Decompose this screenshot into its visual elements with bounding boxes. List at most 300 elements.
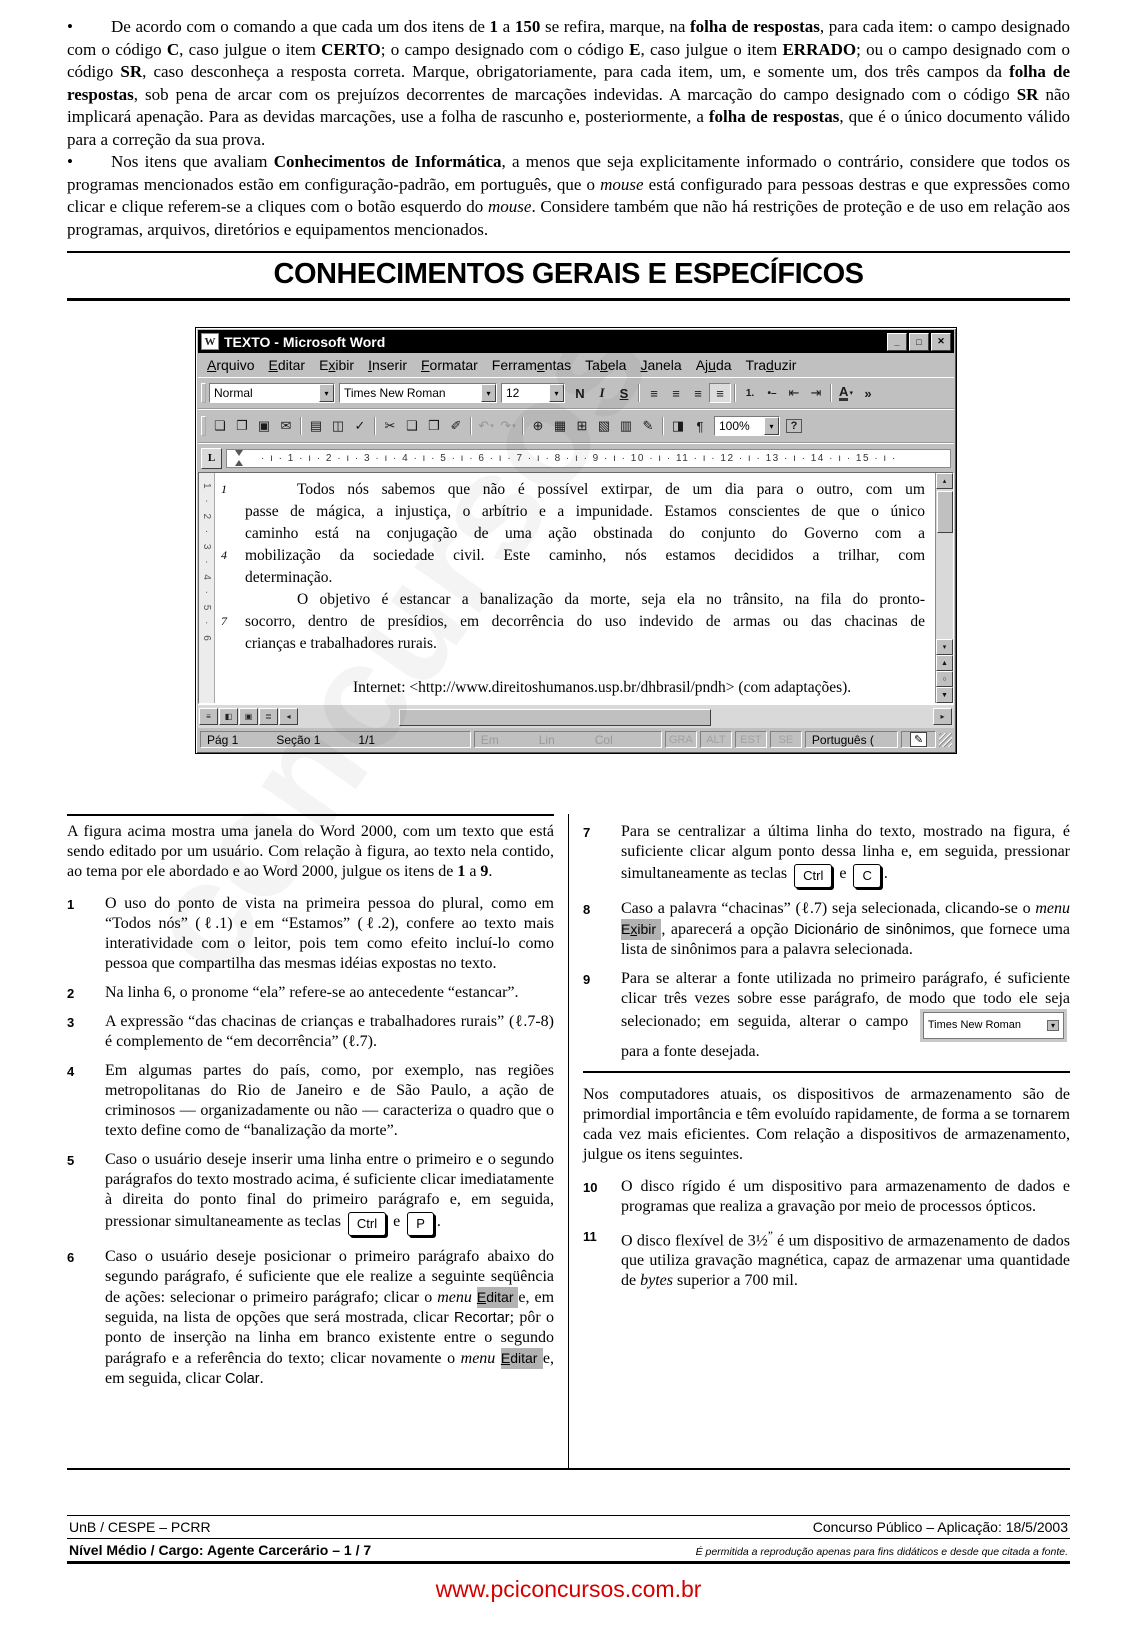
decrease-indent-icon: ⇤	[788, 385, 800, 400]
text-run: Na linha 6, o pronome “ela” refere-se ao antecedente “estancar”.	[105, 984, 519, 1001]
window-controls	[887, 333, 951, 351]
insert-hyperlink-button[interactable]	[527, 416, 549, 436]
formatting-toolbar	[198, 377, 954, 409]
style-combo[interactable]	[209, 383, 335, 403]
ctrl-key-graphic: Ctrl	[794, 864, 832, 888]
dropdown-arrow-icon[interactable]: ▾	[319, 384, 334, 402]
status-bar	[198, 728, 954, 751]
menu-editar[interactable]: Editar	[268, 357, 306, 373]
text-run: Em algumas partes do país, como, por exemplo, nas regiões metropolitanas do Rio de Janeiro e de São Paulo, a ação de criminosos — organizadamente ou não — caracteriza o quadro que o texto define como de “banalização da morte”.	[105, 1062, 554, 1139]
font-value: Times New Roman	[344, 386, 446, 400]
storage-intro-paragraph	[583, 1085, 1070, 1165]
section-rule	[583, 1071, 1070, 1073]
line-number: 1	[221, 482, 227, 496]
text-run: 1	[489, 17, 499, 36]
justify-button[interactable]	[709, 383, 731, 403]
dropdown-arrow-icon[interactable]: ▾	[764, 417, 779, 435]
text-run: menu	[1035, 900, 1070, 917]
document-line: O objetivo é estancar a banalização da morte, seja ela no trânsito, na fila do pronto-	[297, 591, 925, 608]
question-item	[67, 894, 554, 974]
paste-icon: ❒	[428, 418, 440, 433]
paste-button[interactable]	[423, 416, 445, 436]
spelling-button[interactable]	[349, 416, 371, 436]
item-text	[621, 969, 1070, 1062]
text-run: bytes	[640, 1272, 673, 1290]
document-line	[245, 655, 925, 677]
spellcheck-status-panel	[901, 731, 937, 748]
text-run: Recortar	[454, 1310, 510, 1326]
font-combo[interactable]	[339, 383, 497, 403]
footer-row-2	[67, 1539, 1070, 1561]
menu-ajuda[interactable]: Ajuda	[695, 357, 732, 373]
items-7-9	[583, 822, 1070, 1062]
toolbar-drag-handle[interactable]	[201, 416, 206, 436]
copy-button[interactable]	[401, 416, 423, 436]
item-text	[105, 1247, 554, 1389]
text-run: folha de respostas	[708, 107, 840, 126]
zoom-combo[interactable]	[714, 416, 780, 436]
horizontal-ruler[interactable]	[226, 449, 951, 468]
scroll-left-button[interactable]: ◂	[279, 708, 298, 725]
print-button[interactable]	[305, 416, 327, 436]
redo-icon: ↷	[500, 418, 512, 433]
maximize-button[interactable]: □	[909, 333, 929, 351]
text-run: .	[436, 1213, 441, 1230]
footer-row-1	[67, 1516, 1070, 1539]
text-run: a	[498, 17, 515, 36]
editar-menu-chip: ditar	[486, 1287, 518, 1308]
item-number: 9	[583, 972, 591, 987]
question-item	[67, 983, 554, 1003]
text-run: superior a 700 mil.	[672, 1272, 798, 1290]
text-run: .	[488, 863, 493, 880]
ctrl-key-graphic: Ctrl	[348, 1212, 386, 1236]
print-preview-icon: ◫	[331, 418, 345, 433]
indent-marker-icon[interactable]	[235, 450, 243, 466]
item-text	[621, 1177, 1070, 1217]
item-text	[621, 1226, 1070, 1291]
menu-traduzir[interactable]: Traduzir	[745, 357, 797, 373]
cut-icon: ✂	[384, 418, 396, 433]
question-item	[67, 1061, 554, 1141]
toolbar-separator	[374, 417, 376, 435]
scroll-right-button[interactable]: ▸	[933, 708, 952, 725]
menu-inserir[interactable]: Inserir	[368, 357, 407, 373]
dropdown-arrow-icon[interactable]: ▾	[549, 384, 564, 402]
text-run: Conhecimentos de Informática	[273, 152, 502, 171]
menu-exibir[interactable]: Exibir	[319, 357, 355, 373]
more-buttons-button[interactable]	[857, 383, 879, 403]
text-run: Para se centralizar a última linha do texto, mostrado na figura, é suficiente clicar algum ponto dessa linha e, em seguida, pressionar simultaneamente as teclas	[621, 823, 1070, 882]
text-run: e, em seguida, na lista de opções que será mostrada, clicar	[105, 1289, 555, 1326]
document-line: caminho está na conjugação de uma ação obstinada do conjunto do Governo com a	[245, 525, 925, 542]
text-run: mouse	[488, 197, 532, 216]
status-position: 1/1	[358, 732, 376, 747]
ruler-numbers: · ı · 1 · ı · 2 · ı · 3 · ı · 4 · ı · 5 · ı · 6 · ı · 7 · ı · 8 · ı · 9 · ı · 10 · ı · 11 · ı · 12 · ı · 13 · ı · 14 · ı · 15 · ı ·	[261, 452, 897, 464]
text-run: , sob pena de arcar com os prejuízos decorrentes de marcações indevidas. A marcação do campo designado com o código	[133, 84, 1017, 104]
italic-button[interactable]	[591, 383, 613, 403]
word-window	[195, 327, 957, 754]
font-size-combo[interactable]	[501, 383, 565, 403]
exibir-menu-chip: ibir	[637, 919, 661, 940]
menu-tabela[interactable]: Tabela	[585, 357, 627, 373]
mode-alt: ALT	[700, 731, 732, 748]
status-page: Pág 1	[207, 732, 239, 747]
toolbar-drag-handle[interactable]	[201, 383, 206, 403]
dropdown-arrow-icon: ▾	[512, 423, 516, 430]
text-run: ; pôr o ponto de inserção na linha em branco existente entre o segundo parágrafo e a referência do texto; clicar novamente o	[105, 1309, 555, 1367]
open-icon: ❐	[236, 418, 248, 433]
document-line: determinação.	[245, 569, 333, 586]
text-run: mouse	[600, 174, 644, 194]
item-number: 10	[583, 1180, 598, 1195]
instruction-text	[67, 17, 1070, 149]
document-line: Internet: <http://www.direitoshumanos.usp.br/dhbrasil/pndh> (com adaptações).	[353, 679, 852, 696]
menu-ferramentas[interactable]: Ferramentas	[491, 357, 572, 373]
question-item	[67, 1247, 554, 1389]
item-text	[105, 894, 554, 974]
text-run: SR	[120, 62, 143, 81]
menu-janela[interactable]: Janela	[640, 357, 682, 373]
format-painter-button[interactable]	[445, 416, 467, 436]
section-title-band	[67, 251, 1070, 301]
scrollbar-thumb[interactable]	[937, 491, 953, 533]
mail-icon: ✉	[280, 418, 292, 433]
text-run: Dicionário de sinônimos	[793, 922, 951, 938]
show-hide-button[interactable]	[689, 416, 711, 436]
question-item	[67, 1150, 554, 1238]
font-name-combo-graphic: Times New Roman ▾	[923, 1012, 1064, 1039]
cursor-status-panel	[474, 731, 662, 748]
dropdown-arrow-icon: ▾	[490, 423, 494, 430]
align-right-icon: ≡	[694, 385, 702, 401]
text-run: . Considere também que não há restrições de proteção e de uso em relação aos programas, arquivos, diretórios e equipamentos mencionados.	[67, 197, 1070, 239]
document-line: crianças e trabalhadores rurais.	[245, 635, 437, 652]
editar-menu-chip: E	[501, 1348, 510, 1369]
footer-application: Concurso Público – Aplicação: 18/5/2003	[812, 1519, 1068, 1535]
help-button[interactable]	[783, 416, 805, 436]
document-area[interactable]	[215, 473, 935, 703]
question-item	[583, 822, 1070, 890]
standard-toolbar	[198, 409, 954, 443]
cut-button[interactable]	[379, 416, 401, 436]
undo-icon: ↶	[478, 418, 490, 433]
new-document-button[interactable]	[209, 416, 231, 436]
toolbar-separator	[522, 417, 524, 435]
toolbar-separator	[470, 417, 472, 435]
text-run: não implicará apenação. Para as devidas marcações, use a folha de rascunho e, posteriormente, a	[67, 84, 1070, 126]
item-text	[621, 822, 1070, 890]
print-layout-view-button[interactable]: ▣	[239, 708, 258, 725]
footer-fineprint: É permitida a reprodução apenas para fins didáticos e desde que citada a fonte.	[695, 1546, 1068, 1558]
align-right-button[interactable]	[687, 383, 709, 403]
footer-cargo: Nível Médio / Cargo: Agente Carcerário – 1 / 7	[69, 1542, 372, 1558]
instruction-text	[67, 152, 1070, 239]
document-body	[198, 472, 954, 704]
line-number: 4	[221, 548, 227, 562]
redo-button[interactable]	[497, 416, 519, 436]
toolbar-separator	[734, 384, 736, 402]
status-em: Em	[480, 732, 499, 747]
vertical-ruler: 1 · 2 · 3 · 4 · 5 · 6	[199, 473, 215, 703]
text-run: Para se alterar a fonte utilizada no primeiro parágrafo, é suficiente clicar três vezes sobre esse parágrafo, de modo que todo ele seja selecionado; em seguida, alterar o campo	[621, 970, 1070, 1030]
web-layout-view-button[interactable]: ◧	[219, 708, 238, 725]
window-titlebar[interactable]	[198, 330, 954, 353]
text-run: , que é o único documento válido para a correção da sua prova.	[67, 107, 1070, 149]
site-url[interactable]: www.pciconcursos.com.br	[435, 1576, 702, 1602]
text-run: , caso julgue o item	[640, 39, 783, 59]
justify-icon: ≡	[716, 385, 724, 401]
text-run: Colar	[224, 1371, 260, 1387]
language-status-panel	[805, 731, 898, 748]
item-text	[621, 899, 1070, 960]
mail-button[interactable]	[275, 416, 297, 436]
outline-view-button[interactable]: ≣	[259, 708, 278, 725]
zoom-value: 100%	[719, 419, 750, 433]
text-run: A figura acima mostra uma janela do Word 2000, com um texto que está sendo editado por um usuário. Com relação à figura, ao texto nela contido, ao tema por ele abordado e ao Word 2000, julgue os itens de	[67, 823, 554, 880]
window-title: TEXTO - Microsoft Word	[224, 333, 386, 350]
questions-columns	[67, 814, 1070, 1470]
text-run: a	[465, 863, 481, 880]
text-run: Nos itens que avaliam	[111, 152, 274, 171]
drawing-button[interactable]	[637, 416, 659, 436]
select-browse-object-button[interactable]: ○	[936, 671, 953, 687]
numbered-list-icon: 1.	[745, 387, 755, 399]
instruction-paragraph	[67, 16, 1070, 151]
text-run: , que fornece uma lista de sinônimos para a palavra selecionada.	[621, 921, 1071, 958]
mode-se: SE	[770, 731, 802, 748]
item-number: 2	[67, 986, 75, 1001]
close-button[interactable]: ✕	[931, 333, 951, 351]
text-run: está configurado para pessoas destras e que expressões como clicar e clique referem-se a cliques com o botão esquerdo do	[67, 174, 1070, 216]
text-run: é um dispositivo de armazenamento de dados que utiliza gravação magnética, capaz de armazenar uma quantidade de	[621, 1232, 1071, 1290]
text-run: ERRADO	[782, 39, 857, 59]
numbered-list-button[interactable]	[739, 383, 761, 403]
bullets-icon: •–	[767, 387, 777, 399]
increase-indent-icon: ⇥	[810, 385, 822, 400]
text-run: , para cada item: o campo designado com o código	[67, 17, 1070, 59]
page-status-panel	[200, 731, 471, 748]
bullets-button[interactable]	[761, 383, 783, 403]
document-line: 1 Todos nós sabemos que não é possível extirpar, de um dia para o outro, com um	[221, 481, 925, 498]
dropdown-arrow-icon: ▾	[849, 390, 853, 397]
text-run: Caso a palavra “chacinas” (ℓ.7) seja selecionada, clicando-se o	[621, 900, 1036, 917]
text-run: , caso desconheça a resposta correta. Marque, obrigatoriamente, para cada item, um, e somente um, dos três campos da	[142, 62, 1010, 81]
text-run: folha de respostas	[67, 62, 1070, 104]
insert-table-button[interactable]	[571, 416, 593, 436]
page-footer	[67, 1515, 1070, 1564]
columns-button[interactable]	[615, 416, 637, 436]
minimize-button[interactable]: _	[887, 333, 907, 351]
text-run: O uso do ponto de vista na primeira pessoa do plural, como em “Todos nós” (ℓ.1) e em “Estamos” (ℓ.2), confere ao texto mais interatividade com o leitor, pois tem como efeito incluí-lo como pessoa que compartilha das mesmas idéias expostas no texto.	[105, 895, 554, 972]
undo-button[interactable]	[475, 416, 497, 436]
text-run: 150	[514, 17, 541, 36]
scroll-down-button[interactable]: ▾	[936, 639, 953, 655]
text-run: De acordo com o comando a que cada um dos itens de	[111, 17, 490, 36]
text-run: O disco rígido é um dispositivo para armazenamento de dados e programas que realiza a gravação por meio de processos ópticos.	[621, 1178, 1070, 1215]
status-lin: Lin	[538, 732, 555, 747]
ruler-row	[198, 443, 954, 472]
item-text	[105, 1061, 554, 1141]
print-preview-button[interactable]	[327, 416, 349, 436]
document-map-button[interactable]	[667, 416, 689, 436]
text-run: 9	[480, 863, 489, 880]
status-col: Col	[594, 732, 613, 747]
editar-menu-chip: ditar	[510, 1348, 543, 1369]
instruction-paragraph	[67, 151, 1070, 241]
item-number: 5	[67, 1153, 75, 1168]
increase-indent-button[interactable]	[805, 383, 827, 403]
view-buttons	[199, 708, 279, 725]
browse-next-button[interactable]: ▼	[936, 687, 953, 703]
text-run: CERTO	[321, 39, 381, 59]
item-number: 11	[583, 1229, 597, 1244]
word-app-icon: W	[201, 333, 219, 350]
text-run: C	[166, 39, 180, 59]
toolbar-separator	[662, 417, 664, 435]
item-number: 8	[583, 902, 591, 917]
exibir-menu-chip: E	[621, 919, 630, 940]
scroll-up-button[interactable]: ▴	[936, 473, 953, 489]
copy-icon: ❑	[406, 418, 418, 433]
menu-formatar[interactable]: Formatar	[420, 357, 478, 373]
text-run: Nos computadores atuais, os dispositivos de armazenamento são de primordial importância e têm evoluído rapidamente, de forma a se tornarem cada vez mais eficientes. Com relação a dispositivos de armazenamento, julgue os itens seguintes.	[583, 1086, 1070, 1163]
text-run: e	[389, 1213, 405, 1230]
save-icon: ▣	[257, 418, 271, 433]
items-1-6	[67, 894, 554, 1389]
mode-est: EST	[735, 731, 767, 748]
document-line: 7 socorro, dentro de presídios, em decorrência do uso indevido de armas ou das chacinas de	[221, 613, 925, 630]
instructions-block	[67, 16, 1070, 241]
insert-table-icon: ⊞	[576, 418, 588, 433]
more-icons-button: »	[864, 385, 872, 401]
text-run: , aparecerá a opção	[661, 921, 794, 938]
document-line: 4 mobilização da sociedade civil. Este caminho, nós estamos decididos a trilhar, com	[221, 547, 925, 564]
text-run: e, em seguida, clicar	[105, 1350, 554, 1387]
mode-indicators	[665, 731, 802, 748]
toolbar-separator	[300, 417, 302, 435]
horizontal-scrollbar-row	[198, 704, 954, 728]
bullet-marker: •	[67, 17, 73, 36]
text-run: ; ou o campo designado com o código	[67, 39, 1070, 81]
insert-excel-icon: ▧	[597, 418, 611, 433]
browse-previous-button[interactable]: ▲	[936, 655, 953, 671]
bullet-marker: •	[67, 152, 73, 171]
decrease-indent-button[interactable]	[783, 383, 805, 403]
document-map-icon: ◨	[671, 418, 685, 433]
print-icon: ▤	[309, 418, 323, 433]
right-column	[583, 814, 1070, 1454]
text-run: O disco flexível de 3½	[621, 1232, 768, 1250]
item-text	[105, 1150, 554, 1238]
resize-grip[interactable]	[939, 733, 952, 747]
text-run: ; o campo designado com o código	[380, 39, 630, 59]
open-button[interactable]	[231, 416, 253, 436]
c-key-graphic: C	[853, 864, 880, 888]
dropdown-arrow-icon[interactable]: ▾	[481, 384, 496, 402]
save-button[interactable]	[253, 416, 275, 436]
tables-borders-button[interactable]	[549, 416, 571, 436]
insert-excel-button[interactable]	[593, 416, 615, 436]
text-run: menu	[437, 1289, 472, 1306]
align-center-icon: ≡	[672, 385, 680, 401]
section-title: CONHECIMENTOS GERAIS E ESPECÍFICOS	[273, 258, 864, 290]
font-color-button[interactable]	[835, 383, 857, 403]
font-color-icon: A	[839, 385, 848, 402]
normal-view-button[interactable]: ≡	[199, 708, 218, 725]
toolbar-separator	[830, 384, 832, 402]
document-line: passe de mágica, a injustiça, o arbítrio e a impunidade. Estamos conscientes de que o único	[245, 503, 925, 520]
bold-button[interactable]	[569, 383, 591, 403]
text-run: para a fonte desejada.	[621, 1043, 760, 1060]
text-run: e	[835, 865, 851, 882]
text-run: ”	[767, 1230, 773, 1242]
menu-arquivo[interactable]: Arquivo	[207, 357, 255, 373]
drawing-icon: ✎	[642, 418, 654, 433]
item-number: 1	[67, 897, 75, 912]
underline-button[interactable]	[613, 383, 635, 403]
mode-gra: GRA	[665, 731, 697, 748]
tables-borders-icon: ▦	[553, 418, 567, 433]
text-run: , caso julgue o item	[179, 39, 322, 59]
horizontal-scrollbar-thumb[interactable]	[399, 709, 711, 726]
item-number: 7	[583, 825, 591, 840]
footer-institution: UnB / CESPE – PCRR	[69, 1519, 211, 1535]
item-number: 6	[67, 1250, 75, 1265]
status-section: Seção 1	[276, 732, 321, 747]
column-divider	[568, 814, 569, 1468]
editar-menu-chip: E	[477, 1287, 486, 1308]
columns-icon: ▥	[619, 418, 633, 433]
exibir-menu-chip: x	[630, 919, 637, 940]
items-10-11	[583, 1177, 1070, 1291]
text-run: se refira, marque, na	[540, 17, 690, 36]
item-text	[105, 983, 554, 1003]
text-run: E	[629, 39, 641, 59]
insert-hyperlink-icon: ⊕	[532, 418, 544, 433]
text-run: 1	[457, 863, 466, 880]
figure-intro-paragraph	[67, 822, 554, 882]
line-number: 7	[221, 614, 227, 628]
question-item	[583, 969, 1070, 1062]
style-value: Normal	[214, 386, 253, 400]
show-hide-icon: ¶	[696, 418, 704, 434]
question-item	[583, 1177, 1070, 1217]
text-run: A expressão “das chacinas de crianças e trabalhadores rurais” (ℓ.7-8) é complemento de “em decorrência” (ℓ.7).	[105, 1013, 554, 1050]
align-center-button[interactable]	[665, 383, 687, 403]
left-column	[67, 814, 554, 1454]
toolbar-separator	[638, 384, 640, 402]
spelling-icon: ✓	[354, 418, 366, 433]
bold-icon: N	[575, 385, 585, 401]
font-size-value: 12	[506, 386, 520, 400]
text-run: folha de respostas	[690, 17, 820, 36]
p-key-graphic: P	[407, 1212, 434, 1236]
vertical-scrollbar[interactable]	[935, 473, 953, 703]
underline-icon: S	[619, 385, 629, 401]
align-left-button[interactable]	[643, 383, 665, 403]
scrollbar-track[interactable]	[936, 489, 953, 639]
item-text	[105, 1012, 554, 1052]
tab-selector-button[interactable]: L	[201, 448, 222, 469]
status-language: Português (	[811, 732, 874, 747]
horizontal-scrollbar-track[interactable]	[299, 709, 933, 724]
question-item	[67, 1012, 554, 1052]
text-run: menu	[460, 1350, 496, 1367]
text-run: .	[259, 1370, 264, 1387]
text-run: Caso o usuário deseje posicionar o primeiro parágrafo abaixo do segundo parágrafo, é suficiente que ele realize a seguinte seqüência de ações: selecionar o primeiro parágrafo; clicar o	[105, 1248, 554, 1306]
item-number: 3	[67, 1015, 75, 1030]
